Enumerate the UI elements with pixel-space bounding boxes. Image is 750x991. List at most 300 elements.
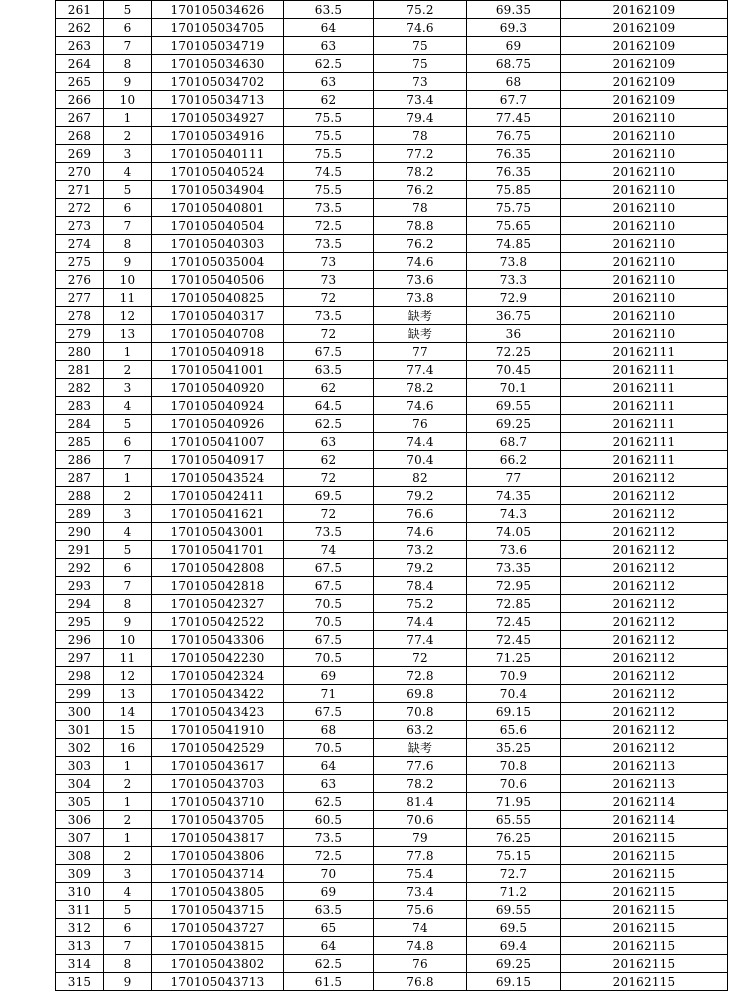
candidate-id-cell: 170105040917 [152,451,284,469]
group-rank-cell: 5 [104,541,152,559]
position-code-cell: 20162112 [561,523,728,541]
interview-score-cell: 78.4 [374,577,467,595]
total-score-cell: 70.9 [467,667,561,685]
written-score-cell: 73.5 [284,235,374,253]
group-rank-cell: 16 [104,739,152,757]
written-score-cell: 62.5 [284,55,374,73]
row-number-cell: 296 [56,631,104,649]
position-code-cell: 20162114 [561,793,728,811]
table-row [56,505,728,523]
candidate-id-cell: 170105041621 [152,505,284,523]
total-score-cell: 76.35 [467,163,561,181]
group-rank-cell: 13 [104,325,152,343]
table-row [56,127,728,145]
total-score-cell: 74.35 [467,487,561,505]
group-rank-cell: 9 [104,73,152,91]
candidate-id-cell: 170105034630 [152,55,284,73]
group-rank-cell: 15 [104,721,152,739]
candidate-id-cell: 170105040920 [152,379,284,397]
row-number-cell: 267 [56,109,104,127]
group-rank-cell: 7 [104,217,152,235]
interview-score-cell: 70.8 [374,703,467,721]
group-rank-cell: 13 [104,685,152,703]
candidate-id-cell: 170105040801 [152,199,284,217]
interview-score-cell: 73.8 [374,289,467,307]
position-code-cell: 20162115 [561,901,728,919]
candidate-id-cell: 170105040506 [152,271,284,289]
interview-score-cell: 75.4 [374,865,467,883]
candidate-id-cell: 170105040918 [152,343,284,361]
table-row [56,883,728,901]
table-row [56,397,728,415]
row-number-cell: 310 [56,883,104,901]
position-code-cell: 20162115 [561,829,728,847]
position-code-cell: 20162112 [561,541,728,559]
row-number-cell: 263 [56,37,104,55]
group-rank-cell: 9 [104,613,152,631]
table-row [56,721,728,739]
written-score-cell: 75.5 [284,145,374,163]
row-number-cell: 284 [56,415,104,433]
table-row [56,451,728,469]
position-code-cell: 20162112 [561,595,728,613]
table-row [56,775,728,793]
position-code-cell: 20162112 [561,631,728,649]
row-number-cell: 293 [56,577,104,595]
row-number-cell: 272 [56,199,104,217]
table-row [56,145,728,163]
table-row [56,199,728,217]
total-score-cell: 36.75 [467,307,561,325]
group-rank-cell: 1 [104,469,152,487]
candidate-id-cell: 170105041910 [152,721,284,739]
row-number-cell: 301 [56,721,104,739]
group-rank-cell: 5 [104,901,152,919]
written-score-cell: 69.5 [284,487,374,505]
written-score-cell: 64.5 [284,397,374,415]
written-score-cell: 60.5 [284,811,374,829]
row-number-cell: 274 [56,235,104,253]
interview-score-cell: 75.2 [374,1,467,19]
table-row [56,685,728,703]
group-rank-cell: 2 [104,811,152,829]
row-number-cell: 304 [56,775,104,793]
row-number-cell: 289 [56,505,104,523]
table-row [56,91,728,109]
candidate-id-cell: 170105034927 [152,109,284,127]
total-score-cell: 35.25 [467,739,561,757]
table-row [56,1,728,19]
table-row [56,487,728,505]
candidate-id-cell: 170105043306 [152,631,284,649]
interview-score-cell: 76.6 [374,505,467,523]
written-score-cell: 63.5 [284,361,374,379]
position-code-cell: 20162112 [561,721,728,739]
position-code-cell: 20162112 [561,667,728,685]
row-number-cell: 270 [56,163,104,181]
candidate-id-cell: 170105034713 [152,91,284,109]
group-rank-cell: 6 [104,919,152,937]
position-code-cell: 20162115 [561,955,728,973]
total-score-cell: 77 [467,469,561,487]
total-score-cell: 70.45 [467,361,561,379]
table-row [56,19,728,37]
written-score-cell: 72.5 [284,217,374,235]
total-score-cell: 69.35 [467,1,561,19]
interview-score-cell: 78.2 [374,163,467,181]
table-row [56,865,728,883]
candidate-id-cell: 170105034705 [152,19,284,37]
row-number-cell: 311 [56,901,104,919]
interview-score-cell: 74.8 [374,937,467,955]
row-number-cell: 294 [56,595,104,613]
row-number-cell: 297 [56,649,104,667]
written-score-cell: 72 [284,289,374,307]
position-code-cell: 20162109 [561,55,728,73]
group-rank-cell: 5 [104,415,152,433]
total-score-cell: 67.7 [467,91,561,109]
group-rank-cell: 11 [104,289,152,307]
total-score-cell: 72.45 [467,613,561,631]
interview-score-cell: 79.2 [374,487,467,505]
written-score-cell: 67.5 [284,703,374,721]
row-number-cell: 292 [56,559,104,577]
position-code-cell: 20162112 [561,469,728,487]
candidate-id-cell: 170105042522 [152,613,284,631]
row-number-cell: 290 [56,523,104,541]
interview-score-cell: 74.6 [374,19,467,37]
candidate-id-cell: 170105043805 [152,883,284,901]
candidate-id-cell: 170105042808 [152,559,284,577]
group-rank-cell: 12 [104,307,152,325]
position-code-cell: 20162112 [561,613,728,631]
total-score-cell: 36 [467,325,561,343]
interview-score-cell: 78 [374,199,467,217]
row-number-cell: 278 [56,307,104,325]
total-score-cell: 68 [467,73,561,91]
row-number-cell: 283 [56,397,104,415]
candidate-id-cell: 170105043727 [152,919,284,937]
table-row [56,289,728,307]
group-rank-cell: 10 [104,91,152,109]
total-score-cell: 72.45 [467,631,561,649]
row-number-cell: 308 [56,847,104,865]
interview-score-cell: 73.2 [374,541,467,559]
written-score-cell: 69 [284,667,374,685]
group-rank-cell: 6 [104,19,152,37]
total-score-cell: 75.85 [467,181,561,199]
table-row [56,811,728,829]
table-row [56,829,728,847]
table-row [56,37,728,55]
written-score-cell: 73.5 [284,523,374,541]
table-row [56,649,728,667]
table-row [56,901,728,919]
row-number-cell: 285 [56,433,104,451]
position-code-cell: 20162110 [561,217,728,235]
interview-score-cell: 76.2 [374,181,467,199]
table-row [56,757,728,775]
total-score-cell: 71.95 [467,793,561,811]
row-number-cell: 287 [56,469,104,487]
total-score-cell: 69.15 [467,973,561,991]
written-score-cell: 69 [284,883,374,901]
interview-score-cell: 77 [374,343,467,361]
table-row [56,595,728,613]
position-code-cell: 20162110 [561,199,728,217]
total-score-cell: 69.5 [467,919,561,937]
row-number-cell: 275 [56,253,104,271]
written-score-cell: 72 [284,469,374,487]
candidate-id-cell: 170105043817 [152,829,284,847]
group-rank-cell: 2 [104,847,152,865]
written-score-cell: 74 [284,541,374,559]
written-score-cell: 63 [284,37,374,55]
position-code-cell: 20162109 [561,37,728,55]
position-code-cell: 20162112 [561,685,728,703]
table-row [56,343,728,361]
interview-score-cell: 79.2 [374,559,467,577]
written-score-cell: 64 [284,757,374,775]
written-score-cell: 67.5 [284,343,374,361]
group-rank-cell: 4 [104,523,152,541]
row-number-cell: 315 [56,973,104,991]
total-score-cell: 66.2 [467,451,561,469]
position-code-cell: 20162113 [561,757,728,775]
interview-score-cell: 78 [374,127,467,145]
position-code-cell: 20162113 [561,775,728,793]
interview-score-cell: 73.4 [374,883,467,901]
row-number-cell: 314 [56,955,104,973]
position-code-cell: 20162110 [561,163,728,181]
row-number-cell: 305 [56,793,104,811]
row-number-cell: 295 [56,613,104,631]
candidate-id-cell: 170105042818 [152,577,284,595]
candidate-id-cell: 170105043806 [152,847,284,865]
interview-score-cell: 73.4 [374,91,467,109]
candidate-id-cell: 170105043710 [152,793,284,811]
interview-score-cell: 69.8 [374,685,467,703]
group-rank-cell: 2 [104,775,152,793]
group-rank-cell: 5 [104,181,152,199]
table-row [56,469,728,487]
total-score-cell: 69.4 [467,937,561,955]
position-code-cell: 20162112 [561,559,728,577]
candidate-id-cell: 170105034719 [152,37,284,55]
row-number-cell: 262 [56,19,104,37]
position-code-cell: 20162109 [561,1,728,19]
candidate-id-cell: 170105043713 [152,973,284,991]
position-code-cell: 20162109 [561,91,728,109]
row-number-cell: 266 [56,91,104,109]
group-rank-cell: 2 [104,487,152,505]
candidate-id-cell: 170105041001 [152,361,284,379]
row-number-cell: 286 [56,451,104,469]
written-score-cell: 73.5 [284,829,374,847]
written-score-cell: 73 [284,253,374,271]
position-code-cell: 20162109 [561,73,728,91]
total-score-cell: 71.25 [467,649,561,667]
total-score-cell: 75.15 [467,847,561,865]
position-code-cell: 20162110 [561,289,728,307]
interview-score-cell: 70.4 [374,451,467,469]
written-score-cell: 62 [284,379,374,397]
table-row [56,307,728,325]
table-row [56,235,728,253]
candidate-id-cell: 170105042529 [152,739,284,757]
group-rank-cell: 7 [104,37,152,55]
written-score-cell: 67.5 [284,631,374,649]
table-row [56,739,728,757]
position-code-cell: 20162110 [561,325,728,343]
interview-score-cell: 79 [374,829,467,847]
total-score-cell: 72.9 [467,289,561,307]
interview-score-cell: 缺考 [374,307,467,325]
candidate-id-cell: 170105034904 [152,181,284,199]
table-row [56,109,728,127]
candidate-id-cell: 170105040111 [152,145,284,163]
position-code-cell: 20162112 [561,739,728,757]
group-rank-cell: 4 [104,397,152,415]
row-number-cell: 307 [56,829,104,847]
table-row [56,181,728,199]
table-row [56,523,728,541]
written-score-cell: 61.5 [284,973,374,991]
candidate-id-cell: 170105042411 [152,487,284,505]
written-score-cell: 62.5 [284,955,374,973]
position-code-cell: 20162111 [561,433,728,451]
written-score-cell: 65 [284,919,374,937]
total-score-cell: 69.55 [467,397,561,415]
candidate-id-cell: 170105040504 [152,217,284,235]
interview-score-cell: 74.4 [374,613,467,631]
candidate-id-cell: 170105041007 [152,433,284,451]
total-score-cell: 70.1 [467,379,561,397]
written-score-cell: 72 [284,505,374,523]
interview-score-cell: 70.6 [374,811,467,829]
row-number-cell: 265 [56,73,104,91]
total-score-cell: 69.15 [467,703,561,721]
candidate-id-cell: 170105043705 [152,811,284,829]
total-score-cell: 69.55 [467,901,561,919]
position-code-cell: 20162110 [561,145,728,163]
total-score-cell: 76.35 [467,145,561,163]
written-score-cell: 75.5 [284,127,374,145]
table-row [56,73,728,91]
interview-score-cell: 72.8 [374,667,467,685]
group-rank-cell: 8 [104,235,152,253]
group-rank-cell: 7 [104,577,152,595]
row-number-cell: 303 [56,757,104,775]
interview-score-cell: 73 [374,73,467,91]
interview-score-cell: 缺考 [374,325,467,343]
group-rank-cell: 9 [104,253,152,271]
written-score-cell: 62 [284,91,374,109]
table-row [56,217,728,235]
candidate-id-cell: 170105042327 [152,595,284,613]
candidate-id-cell: 170105043422 [152,685,284,703]
position-code-cell: 20162109 [561,19,728,37]
row-number-cell: 280 [56,343,104,361]
total-score-cell: 69 [467,37,561,55]
written-score-cell: 74.5 [284,163,374,181]
group-rank-cell: 4 [104,163,152,181]
position-code-cell: 20162112 [561,505,728,523]
candidate-id-cell: 170105035004 [152,253,284,271]
row-number-cell: 282 [56,379,104,397]
interview-score-cell: 78.2 [374,379,467,397]
group-rank-cell: 3 [104,505,152,523]
group-rank-cell: 14 [104,703,152,721]
score-table [55,0,728,991]
table-row [56,955,728,973]
group-rank-cell: 4 [104,883,152,901]
group-rank-cell: 9 [104,973,152,991]
total-score-cell: 68.75 [467,55,561,73]
candidate-id-cell: 170105042230 [152,649,284,667]
candidate-id-cell: 170105040708 [152,325,284,343]
written-score-cell: 75.5 [284,181,374,199]
score-table-body [56,1,728,991]
row-number-cell: 264 [56,55,104,73]
interview-score-cell: 77.4 [374,361,467,379]
position-code-cell: 20162111 [561,379,728,397]
written-score-cell: 70.5 [284,739,374,757]
candidate-id-cell: 170105034916 [152,127,284,145]
written-score-cell: 75.5 [284,109,374,127]
position-code-cell: 20162110 [561,181,728,199]
group-rank-cell: 3 [104,379,152,397]
candidate-id-cell: 170105040524 [152,163,284,181]
group-rank-cell: 10 [104,631,152,649]
interview-score-cell: 74.6 [374,397,467,415]
row-number-cell: 268 [56,127,104,145]
interview-score-cell: 73.6 [374,271,467,289]
candidate-id-cell: 170105034626 [152,1,284,19]
group-rank-cell: 8 [104,55,152,73]
group-rank-cell: 12 [104,667,152,685]
table-row [56,361,728,379]
written-score-cell: 62.5 [284,415,374,433]
row-number-cell: 281 [56,361,104,379]
row-number-cell: 271 [56,181,104,199]
table-row [56,613,728,631]
written-score-cell: 68 [284,721,374,739]
row-number-cell: 313 [56,937,104,955]
total-score-cell: 68.7 [467,433,561,451]
interview-score-cell: 77.6 [374,757,467,775]
interview-score-cell: 75.6 [374,901,467,919]
total-score-cell: 72.95 [467,577,561,595]
row-number-cell: 298 [56,667,104,685]
written-score-cell: 70.5 [284,613,374,631]
group-rank-cell: 2 [104,361,152,379]
position-code-cell: 20162114 [561,811,728,829]
position-code-cell: 20162110 [561,235,728,253]
written-score-cell: 64 [284,937,374,955]
total-score-cell: 65.55 [467,811,561,829]
written-score-cell: 64 [284,19,374,37]
group-rank-cell: 3 [104,145,152,163]
total-score-cell: 69.25 [467,415,561,433]
total-score-cell: 73.3 [467,271,561,289]
interview-score-cell: 78.8 [374,217,467,235]
candidate-id-cell: 170105040825 [152,289,284,307]
group-rank-cell: 1 [104,343,152,361]
interview-score-cell: 74.4 [374,433,467,451]
interview-score-cell: 81.4 [374,793,467,811]
written-score-cell: 63 [284,775,374,793]
